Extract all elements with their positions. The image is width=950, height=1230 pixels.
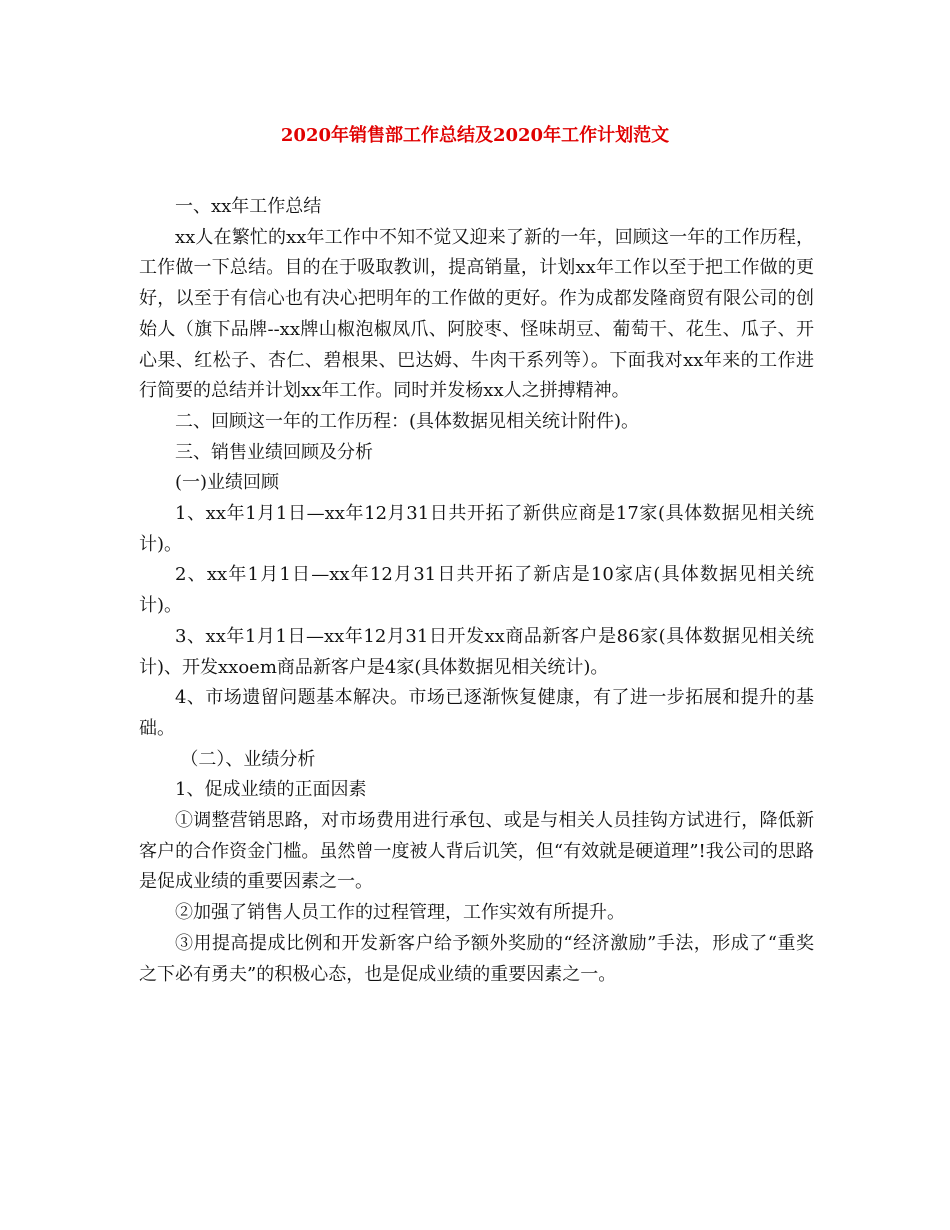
- list-item-suppliers: 1、xx年1月1日—xx年12月31日共开拓了新供应商是17家(具体数据见相关统计)。: [139, 503, 814, 555]
- document-body: [139, 192, 814, 990]
- section-heading-sales: 三、销售业绩回顾及分析: [175, 441, 373, 463]
- list-item-customers: 3、xx年1月1日—xx年12月31日开发xx商品新客户是86家(具体数据见相关统计)、开发xxoem商品新客户是4家(具体数据见相关统计)。: [139, 625, 814, 678]
- subsection-heading-performance-review: (一)业绩回顾: [175, 472, 280, 494]
- subsection-heading-performance-analysis: （二）、业绩分析: [180, 748, 316, 770]
- factor-item-3: ③用提高提成比例和开发新客户给予额外奖励的“经济激励”手法，形成了“重奖之下必有勇夫”的积极心态，也是促成业绩的重要因素之一。: [139, 932, 814, 985]
- document-title: 2020年销售部工作总结及2020年工作计划范文: [280, 125, 670, 146]
- intro-paragraph: xx人在繁忙的xx年工作中不知不觉又迎来了新的一年，回顾这一年的工作历程，工作做一下总结。目的在于吸取教训，提高销量，计划xx年工作以至于把工作做的更好，以至于有信心也有决心把明年的工作做的更好。作为成都发隆商贸有限公司的创始人（旗下品牌--xx牌山椒泡椒凤爪、阿胶枣、怪味胡豆、葡萄干、花生、瓜子、开心果、红松子、杏仁、碧根果、巴达姆、牛肉干系列等）。下面我对xx年来的工作进行简要的总结并计划xx年工作。同时并发杨xx人之拼搏精神。: [139, 226, 814, 402]
- factor-item-1: ①调整营销思路，对市场费用进行承包、或是与相关人员挂钩方试进行，降低新客户的合作资金门槛。虽然曾一度被人背后讥笑，但“有效就是硬道理”!我公司的思路是促成业绩的重要因素之一。: [139, 810, 814, 893]
- subsection-heading-positive-factors: 1、促成业绩的正面因素: [175, 779, 367, 801]
- list-item-market: 4、市场遗留问题基本解决。市场已逐渐恢复健康，有了进一步拓展和提升的基础。: [139, 687, 814, 739]
- list-item-stores: 2、xx年1月1日—xx年12月31日共开拓了新店是10家店(具体数据见相关统计)。: [139, 564, 814, 617]
- section-heading-review: 二、回顾这一年的工作历程：(具体数据见相关统计附件)。: [175, 410, 640, 432]
- section-heading-summary: 一、xx年工作总结: [175, 196, 322, 217]
- factor-item-2: ②加强了销售人员工作的过程管理，工作实效有所提升。: [175, 902, 625, 924]
